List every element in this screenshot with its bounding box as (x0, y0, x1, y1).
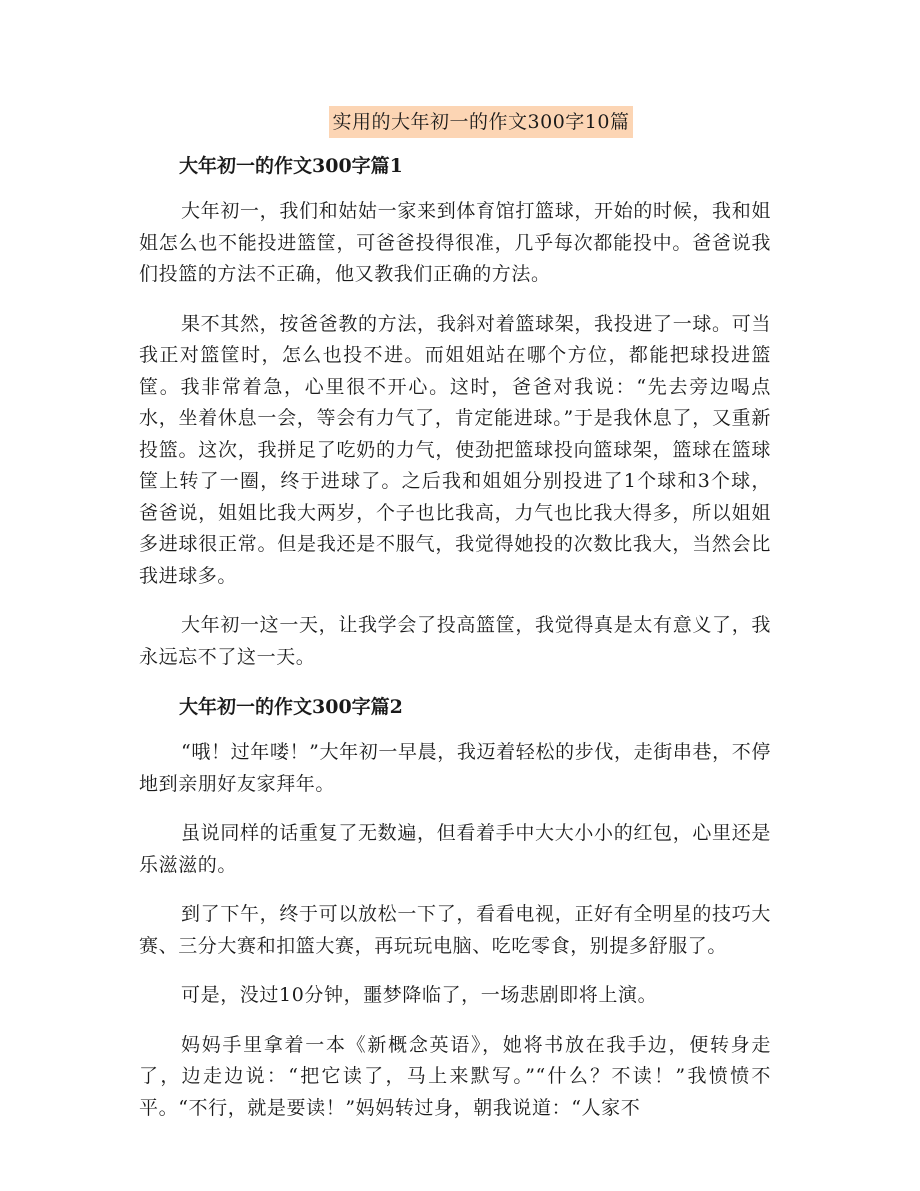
paragraph: “哦！过年喽！”大年初一早晨，我迈着轻松的步伐，走街串巷，不停地到亲朋好友家拜年。 (139, 741, 771, 795)
paragraph: 果不其然，按爸爸教的方法，我斜对着篮球架，我投进了一球。可当我正对篮筐时，怎么也投不进。而姐姐站在哪个方位，都能把球投进篮筐。我非常着急，心里很不开心。这时，爸爸对我说：“先去旁边喝点水，坐着休息一会，等会有力气了，肯定能进球。”于是我休息了，又重新投篮。这次，我拼足了吃奶的力气，使劲把篮球投向篮球架，篮球在篮球筐上转了一圈，终于进球了。之后我和姐姐分别投进了1个球和3个球，爸爸说，姐姐比我大两岁，个子也比我高，力气也比我大得多，所以姐姐多进球很正常。但是我还是不服气，我觉得她投的次数比我大，当然会比我进球多。 (139, 312, 771, 587)
paragraph: 大年初一，我们和姑姑一家来到体育馆打篮球，开始的时候，我和姐姐怎么也不能投进篮筐，可爸爸投得很准，几乎每次都能投中。爸爸说我们投篮的方法不正确，他又教我们正确的方法。 (139, 200, 771, 285)
section-heading: 大年初一的作文300字篇2 (179, 696, 403, 718)
paragraph: 大年初一这一天，让我学会了投高篮筐，我觉得真是太有意义了，我永远忘不了这一天。 (139, 614, 771, 668)
document-body (139, 150, 771, 1124)
paragraph: 虽说同样的话重复了无数遍，但看着手中大大小小的红包，心里还是乐滋滋的。 (139, 822, 771, 876)
paragraph: 可是，没过10分钟，噩梦降临了，一场悲剧即将上演。 (181, 984, 658, 1006)
document-title-wrap (0, 106, 920, 138)
document-title: 实用的大年初一的作文300字10篇 (329, 106, 634, 138)
paragraph: 妈妈手里拿着一本《新概念英语》，她将书放在我手边，便转身走了，边走边说：“把它读了，马上来默写。”“什么？不读！”我愤愤不平。“不行，就是要读！”妈妈转过身，朝我说道：“人家不 (139, 1033, 771, 1119)
section-heading: 大年初一的作文300字篇1 (179, 155, 403, 177)
paragraph: 到了下午，终于可以放松一下了，看看电视，正好有全明星的技巧大赛、三分大赛和扣篮大赛，再玩玩电脑、吃吃零食，别提多舒服了。 (139, 903, 771, 957)
